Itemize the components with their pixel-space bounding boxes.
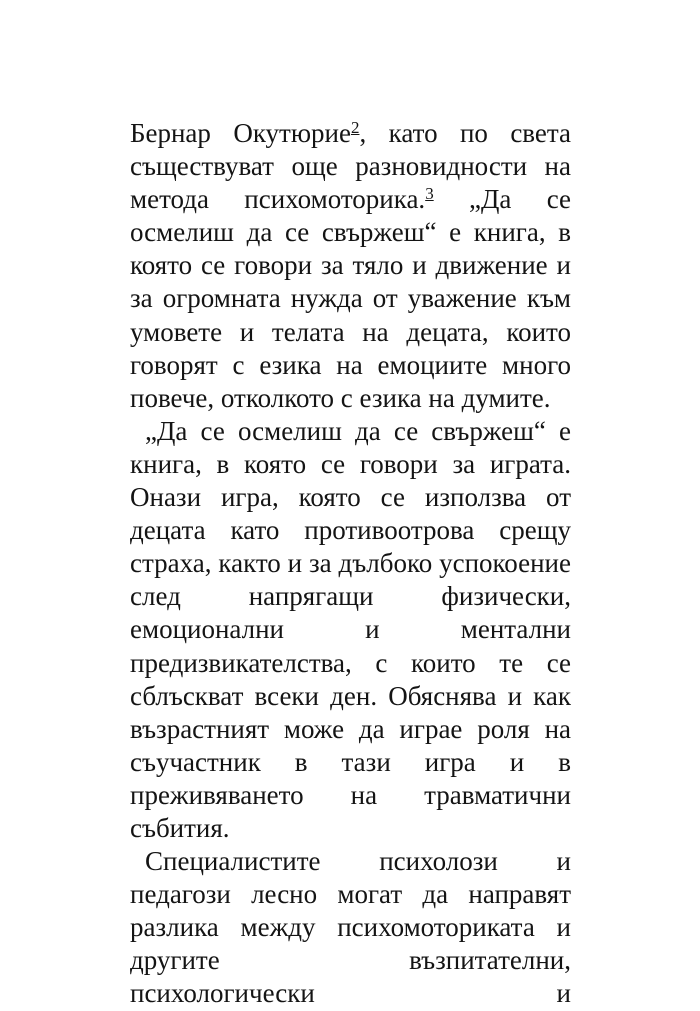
paragraph-1-text-a: Бернар Окутюрие (130, 118, 351, 148)
footnote-ref-2[interactable]: 2 (350, 118, 360, 137)
body-text (130, 117, 571, 1011)
footnote-ref-3[interactable]: 3 (425, 184, 434, 204)
paragraph-1-text-c: „Да се осмелиш да се свържеш“ е книга, в която се говори за тяло и движение и за огромната нужда от уважение към умовете и телата на децата, които говорят с езика на емоциите много повече, отколкото с езика на думите. (130, 184, 571, 413)
paragraph-2: „Да се осмелиш да се свържеш“ е книга, в която се говори за играта. Онази игра, която се използва от децата като противоотрова срещу страха, както и за дълбоко успокоение след напрягащи физически, емоционални и ментални предизвикателства, с които те се сблъскват всеки ден. Обяснява и как възрастният може да играе роля на съучастник в тази игра и в преживяването на травматични събития. (130, 415, 571, 843)
paragraph-3: Специалистите психолози и педагози лесно могат да направят разлика между психомоториката и другите възпитателни, психологически и (130, 846, 571, 1009)
paragraph-1-text-b: , като по света съществуват още разновидности на метода психомоторика. (130, 118, 571, 215)
paragraph-1 (130, 117, 571, 415)
